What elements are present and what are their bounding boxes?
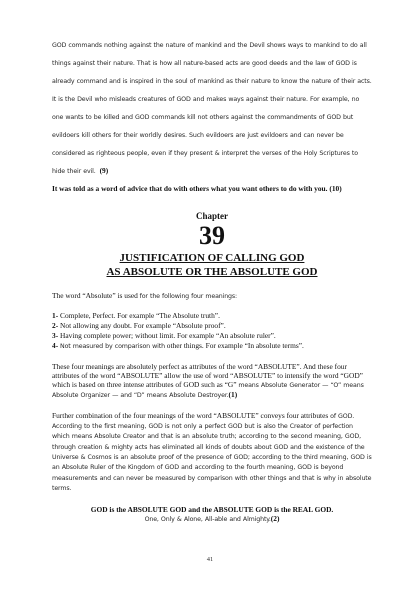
list-item — [52, 321, 372, 331]
chapter-title-line-1: JUSTIFICATION OF CALLING GOD — [119, 252, 305, 264]
advice-paragraph — [52, 184, 372, 193]
attributes-text: These four meanings are absolutely perfect as attributes of the word “ABSOLUTE”. And these four attributes of the word “ABSOLUTE” allow the use of word “ABSOLUTE” to intensify the word “GOD” which is based on three intense attributes of GOD such as “G” — [52, 361, 363, 390]
list-item-text: Not allowing any doubt. For example “Absolute proof”. — [60, 321, 226, 331]
intro-paragraph — [52, 34, 372, 178]
conclusion-reference: (2) — [270, 514, 280, 524]
chapter-title — [52, 251, 372, 279]
chapter-label: Chapter — [196, 211, 228, 221]
attributes-text-spaced: means Absolute Generator — “O” means Absolute Organizer — and “D” means Absolute Destroyer. — [52, 382, 364, 400]
page-number: 41 — [206, 556, 214, 563]
list-item-number: 3- — [52, 331, 59, 341]
conclusion-subline — [52, 514, 372, 524]
list-item-number: 1- — [52, 311, 59, 321]
intro-text: GOD commands nothing against the nature of mankind and the Devil shows ways to mankind to do all things against their nature. That is how all nature-based acts are good deeds and the law of GOD is already command and is inspired in the soul of mankind as their nature to know the nature of their acts. It is the Devil who misleads creatures of GOD and makes ways against their nature. For example, no one wants to be killed and GOD commands kill not others against the commandments of GOD but evildoers kill others for their worldly desires. Such evildoers are just evildoers and can never be considered as righteous people, even if they present & interpret the verses of the Holy Scriptures to hide their evil. — [52, 42, 372, 175]
meanings-intro-spaced: for the following four meanings: — [139, 293, 238, 300]
advice-text: It was told as a word of advice that do with others what you want others to do with you. — [52, 184, 328, 193]
further-text: Further combination of the four meanings of the word “ABSOLUTE” conveys four attributes — [52, 410, 329, 420]
list-item-text: Complete, Perfect. For example “The Absolute truth”. — [60, 311, 220, 321]
chapter-number: 39 — [199, 221, 225, 250]
further-paragraph — [52, 411, 372, 493]
conclusion-heading: GOD is the ABSOLUTE GOD and the ABSOLUTE GOD is the REAL GOD. — [90, 505, 334, 515]
advice-reference: (10) — [329, 184, 342, 193]
list-item-text-spaced: Not measured by comparison with — [60, 343, 165, 351]
attributes-paragraph — [52, 362, 372, 401]
meanings-intro — [52, 291, 372, 301]
meanings-intro-serif: The word “Absolute” is used — [52, 291, 138, 300]
list-item-text: other things. For example “In absolute terms”. — [166, 341, 304, 351]
attributes-reference: (1) — [228, 390, 238, 400]
list-item-number: 2- — [52, 321, 59, 331]
list-item-number: 4- — [52, 341, 59, 351]
conclusion-subline-text: One, Only & Alone, All-able and Almighty. — [144, 516, 271, 524]
list-item — [52, 311, 372, 321]
intro-reference: (9) — [99, 166, 109, 175]
list-item — [52, 331, 372, 341]
list-item-text: Having complete power; without limit. For example “An absolute ruler”. — [60, 331, 276, 341]
further-text-spaced: of GOD. According to the first meaning, GOD is not only a perfect GOD but is also the Creator of perfection which means Absolute Creator and that is an absolute truth; according to the second meaning, GOD, through creation & mighty acts has eliminated all kinds of doubts about GOD and the existence of the Universe & Cosmos is an absolute proof of the presence of GOD; according to the third meaning, GOD is an Absolute Ruler of the Kingdom of GOD and according to the fourth meaning, GOD is beyond measurements and can never be measured by comparison with other things and that is why in absolute terms. — [52, 412, 372, 492]
list-item — [52, 341, 372, 351]
chapter-title-line-2: AS ABSOLUTE OR THE ABSOLUTE GOD — [106, 266, 318, 278]
